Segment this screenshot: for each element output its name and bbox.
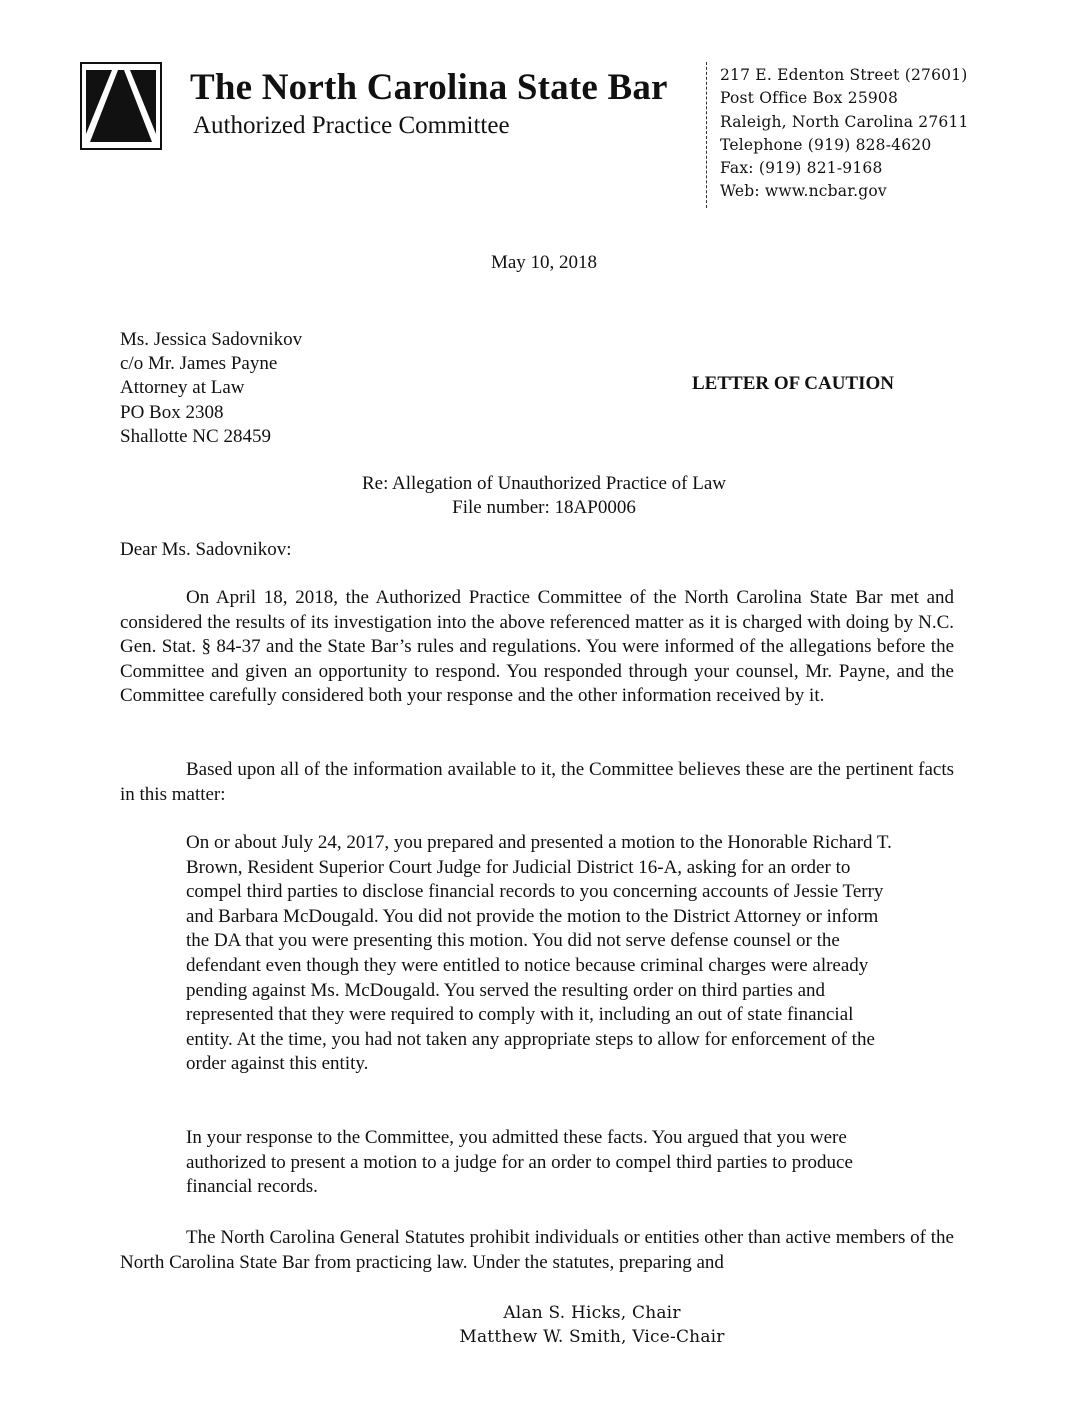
ncbar-logo-icon — [80, 62, 162, 150]
block-quote-facts: On or about July 24, 2017, you prepared and presented a motion to the Honorable Richard T. Brown, Resident Superior Court Judge for Judicial District 16-A, asking for an order to compel third parties to disclose financial records to you concerning accounts of Jessie Terry and Barbara McDougald. You did not provide the motion to the District Attorney or inform the DA that you were presenting this motion. You did not serve defense counsel or the defendant even though they were entitled to notice because criminal charges were already pending against Ms. McDougald. You served the resulting order on third parties and represented that they were required to comply with it, including an out of state financial entity. At the time, you had not taken any appropriate steps to allow for enforcement of the order against this entity. — [186, 832, 892, 1075]
committee-name: Authorized Practice Committee — [193, 112, 510, 139]
letter-date: May 10, 2018 — [490, 252, 598, 273]
file-number: File number: 18AP0006 — [452, 497, 636, 518]
address-street: 217 E. Edenton Street (27601) — [720, 66, 968, 84]
recipient-city: Shallotte NC 28459 — [120, 425, 271, 447]
paragraph-statutes: The North Carolina General Statutes prohibit individuals or entities other than active members of the North Carolina State Bar from practicing law. Under the statutes, preparing and — [120, 1227, 954, 1273]
letterhead-address — [720, 64, 969, 204]
subject-block — [0, 472, 1088, 520]
block-quote-response: In your response to the Committee, you admitted these facts. You argued that you were authorized to present a motion to a judge for an order to compel third parties to produce financial records. — [186, 1127, 853, 1198]
recipient-po-box: PO Box 2308 — [120, 401, 224, 423]
address-po-box: Post Office Box 25908 — [720, 89, 899, 108]
letterhead-divider — [706, 62, 707, 208]
committee-officers — [0, 1301, 1088, 1349]
paragraph-pertinent-facts: Based upon all of the information available to it, the Committee believes these are the pertinent facts in this matter: — [120, 759, 954, 805]
letter-designation: LETTER OF CAUTION — [692, 373, 894, 394]
subject-line: Re: Allegation of Unauthorized Practice of Law — [361, 473, 727, 494]
address-web: Web: www.ncbar.gov — [720, 182, 887, 201]
recipient-care-of: c/o Mr. James Payne — [120, 353, 278, 375]
vice-chair-name: Matthew W. Smith, Vice-Chair — [459, 1327, 725, 1347]
recipient-address — [120, 328, 302, 449]
recipient-title: Attorney at Law — [120, 377, 245, 399]
organization-name: The North Carolina State Bar — [190, 67, 668, 108]
salutation: Dear Ms. Sadovnikov: — [120, 539, 292, 560]
recipient-name: Ms. Jessica Sadovnikov — [120, 329, 303, 350]
chair-name: Alan S. Hicks, Chair — [503, 1303, 681, 1323]
address-city: Raleigh, North Carolina 27611 — [720, 112, 969, 131]
address-telephone: Telephone (919) 828-4620 — [720, 135, 932, 154]
address-fax: Fax: (919) 821-9168 — [720, 159, 883, 178]
paragraph-investigation: On April 18, 2018, the Authorized Practice Committee of the North Carolina State Bar met and considered the results of its investigation into the above referenced matter as it is charged with doing by N.C. Gen. Stat. § 84-37 and the State Bar’s rules and regulations. You were informed of the allegations before the Committee and given an opportunity to respond. You responded through your counsel, Mr. Payne, and the Committee carefully considered both your response and the other information received by it. — [120, 587, 954, 707]
